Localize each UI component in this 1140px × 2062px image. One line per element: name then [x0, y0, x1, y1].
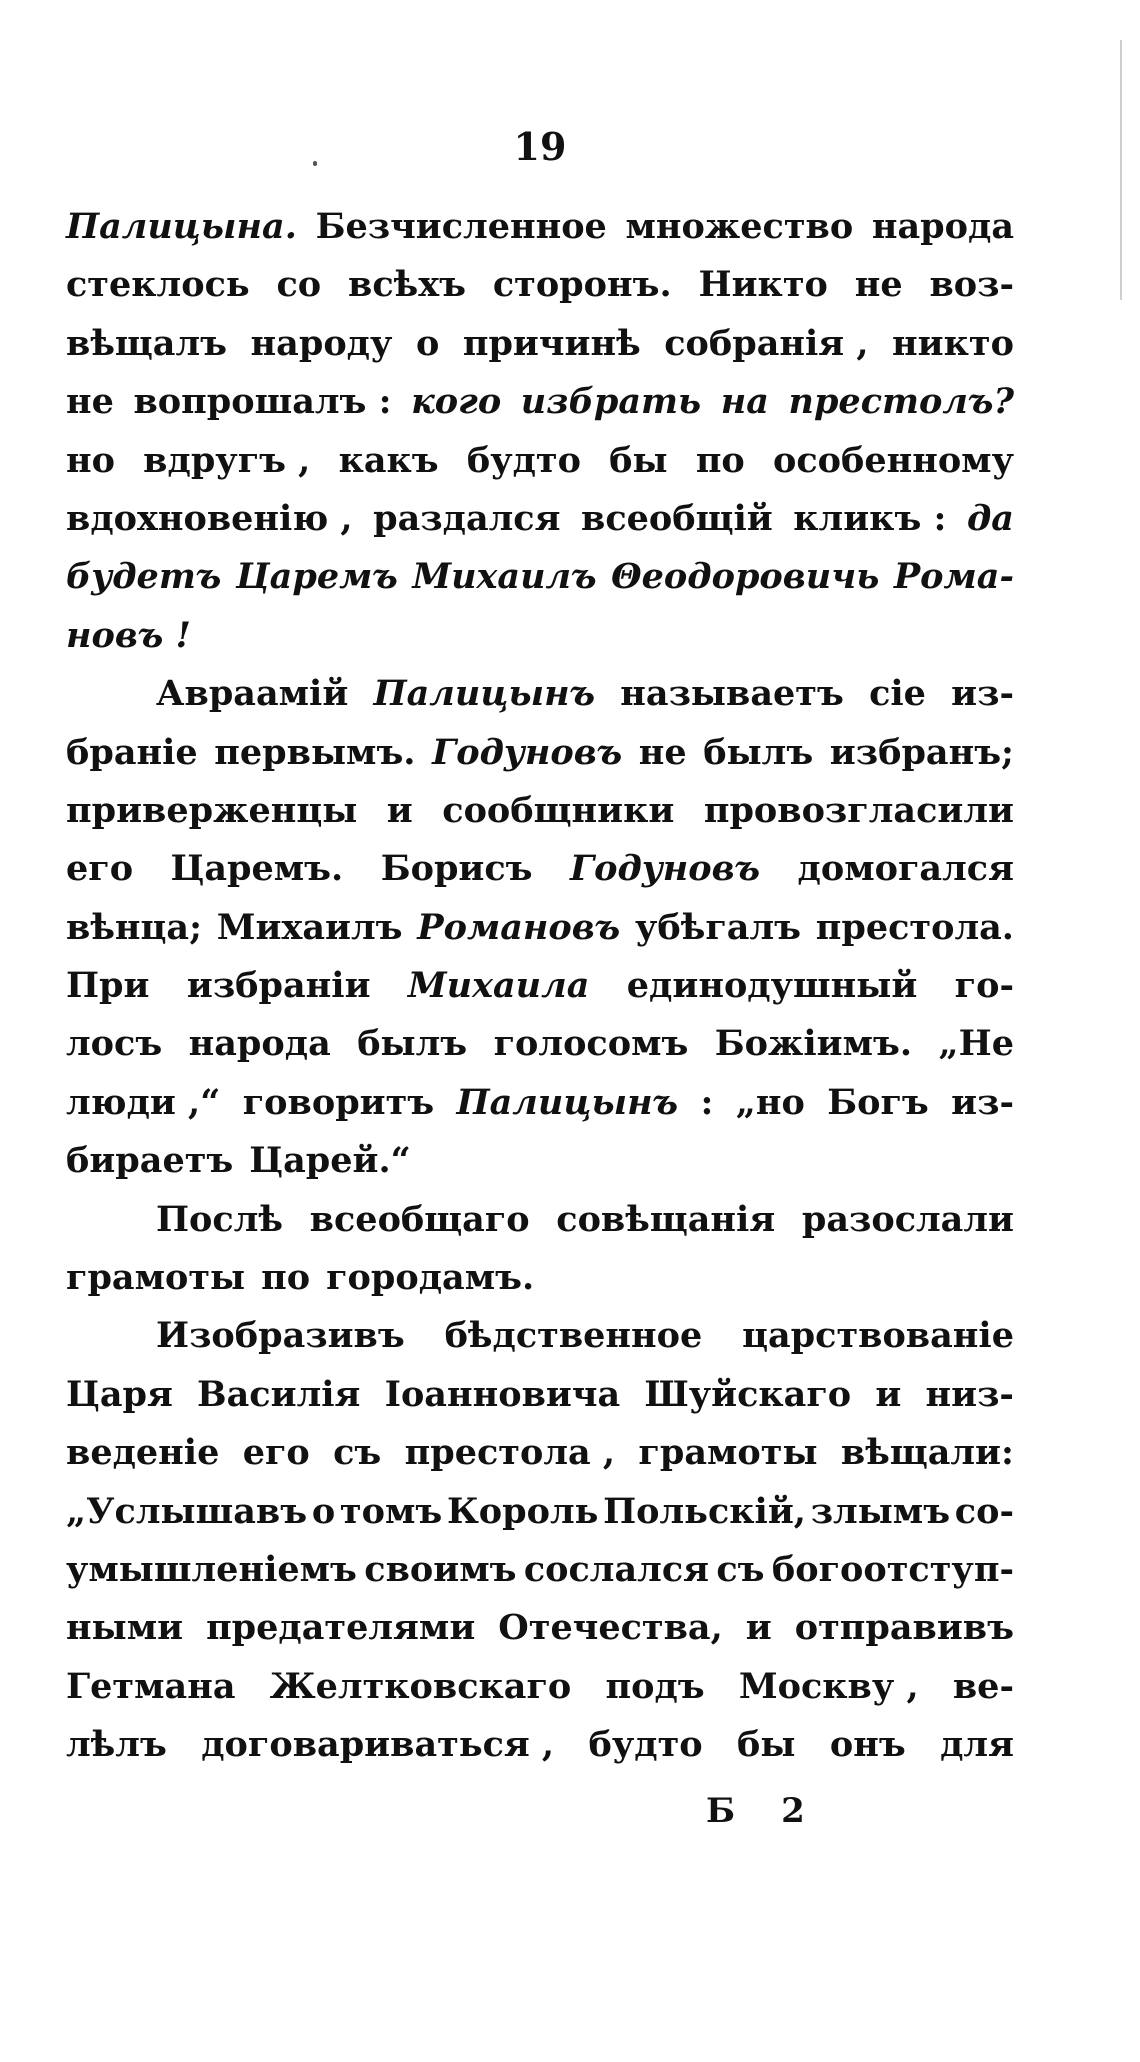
text-line	[66, 1483, 1014, 1541]
word: „Услышавъ	[66, 1490, 308, 1532]
word: Царей.“	[249, 1140, 411, 1182]
word: Царя	[66, 1373, 173, 1415]
word: бы	[609, 439, 668, 481]
word: говоритъ	[242, 1081, 435, 1123]
word: какъ	[338, 439, 439, 481]
word: богоотступ-	[771, 1548, 1014, 1590]
word: со	[276, 264, 322, 306]
word: Божіимъ.	[714, 1023, 913, 1065]
word: сторонъ.	[492, 264, 672, 306]
word: веденіе	[66, 1432, 220, 1474]
word: о	[415, 322, 440, 364]
word: голосомъ	[493, 1023, 689, 1065]
word: убѣгалъ	[634, 906, 801, 948]
word: Михаила	[407, 965, 590, 1007]
word: Годуновъ	[570, 848, 761, 890]
text-line	[66, 1074, 1014, 1132]
word: Θеодоровичь	[611, 556, 880, 598]
word: съ	[333, 1432, 382, 1474]
word: будто	[588, 1724, 703, 1766]
word: своимъ	[364, 1548, 517, 1590]
word: и	[875, 1373, 902, 1415]
word: При	[66, 965, 150, 1007]
text-line	[66, 1599, 1014, 1657]
word: сослался	[523, 1548, 709, 1590]
word: бы	[737, 1724, 796, 1766]
word: Рома-	[893, 556, 1014, 598]
word: сіе	[869, 673, 926, 715]
word: причинѣ	[462, 322, 641, 364]
text-line	[66, 373, 1014, 431]
word: из-	[951, 1081, 1014, 1123]
word: Отечества,	[498, 1607, 723, 1649]
word: особенному	[772, 439, 1014, 481]
word: грамоты	[66, 1257, 246, 1299]
word: кликъ :	[793, 497, 947, 539]
word: „Не	[938, 1023, 1014, 1065]
text-line	[66, 490, 1014, 548]
text-line	[66, 1015, 1014, 1073]
word: ными	[66, 1607, 184, 1649]
word: Царемъ.	[170, 848, 344, 890]
text-line	[66, 1132, 1014, 1190]
text-line	[66, 782, 1014, 840]
text-line	[66, 724, 1014, 782]
printer-signature	[706, 1791, 805, 1831]
word: Палицынъ	[373, 673, 596, 715]
word: Палицына.	[66, 206, 297, 247]
word: народу	[250, 322, 393, 364]
word: о	[311, 1490, 336, 1532]
word: „но	[735, 1081, 805, 1123]
word: приверженцы	[66, 789, 358, 831]
word: Романовъ	[417, 906, 621, 948]
word: грамоты	[638, 1432, 818, 1474]
word: со-	[954, 1490, 1014, 1532]
word: по	[261, 1257, 311, 1299]
word: вдохновенію ,	[66, 497, 353, 539]
word: отправивъ	[794, 1607, 1014, 1649]
word: единодушный	[626, 965, 918, 1007]
word: не	[854, 264, 903, 306]
word: городамъ.	[326, 1257, 535, 1299]
word: ве-	[952, 1665, 1014, 1707]
word: Желтковскаго	[269, 1665, 572, 1707]
word: сообщники	[442, 789, 675, 831]
text-line	[66, 1658, 1014, 1716]
word: бѣдственное	[444, 1315, 703, 1357]
word: раздался	[373, 497, 561, 539]
word: царствованіе	[742, 1315, 1014, 1357]
word: Король	[446, 1490, 599, 1532]
text-line	[66, 607, 1014, 665]
word: былъ	[703, 731, 814, 773]
text-line	[66, 1541, 1014, 1599]
signature-number: 2	[781, 1791, 805, 1831]
word: домогался	[797, 848, 1014, 890]
text-line	[66, 665, 1014, 723]
word: избрать	[520, 381, 702, 423]
word: съ	[716, 1548, 765, 1590]
text-line	[66, 1191, 1014, 1249]
word: подъ	[605, 1665, 705, 1707]
word: бираетъ	[66, 1140, 234, 1182]
word: и	[745, 1607, 772, 1649]
word: никто	[892, 322, 1014, 364]
word: вѣнца;	[66, 906, 203, 948]
word: для	[940, 1724, 1014, 1766]
word: томъ	[339, 1490, 443, 1532]
word: будетъ	[66, 556, 222, 598]
word: будто	[466, 439, 581, 481]
word: :	[700, 1081, 714, 1123]
word: Михаилъ	[216, 906, 403, 948]
word: Василія	[197, 1373, 361, 1415]
word: Царемъ	[235, 556, 398, 598]
word: всеобщаго	[309, 1198, 530, 1240]
word: стеклось	[66, 264, 250, 306]
scan-speck	[313, 161, 317, 166]
word: Годуновъ	[432, 731, 623, 773]
word: собранія ,	[664, 322, 869, 364]
word: первымъ.	[214, 731, 416, 773]
text-line	[66, 548, 1014, 606]
page-number: 19	[513, 124, 567, 169]
word: го-	[954, 965, 1014, 1007]
text-line	[66, 957, 1014, 1015]
word: Палицынъ	[456, 1081, 679, 1123]
word: Москву ,	[738, 1665, 919, 1707]
word: избранъ;	[829, 731, 1014, 773]
word: провозгласили	[703, 789, 1014, 831]
word: воз-	[929, 264, 1014, 306]
word: лѣлъ	[66, 1724, 167, 1766]
text-line	[66, 1366, 1014, 1424]
word: множество	[625, 206, 854, 247]
word: Безчисленное	[315, 206, 607, 247]
word: злымъ	[810, 1490, 951, 1532]
word: Шуйскаго	[644, 1373, 852, 1415]
word: по	[695, 439, 745, 481]
word: из-	[951, 673, 1014, 715]
word: Богъ	[827, 1081, 929, 1123]
word: вдругъ ,	[143, 439, 311, 481]
word: Никто	[698, 264, 828, 306]
word: былъ	[357, 1023, 468, 1065]
word: умышленіемъ	[66, 1548, 357, 1590]
text-line	[66, 198, 1014, 256]
text-line	[66, 1307, 1014, 1365]
text-line	[66, 256, 1014, 314]
word: онъ	[829, 1724, 906, 1766]
text-line	[66, 1716, 1014, 1774]
text-line	[66, 315, 1014, 373]
text-line	[66, 840, 1014, 898]
word: Польскій,	[603, 1490, 806, 1532]
text-line	[66, 1249, 1014, 1307]
word: вѣщали:	[840, 1432, 1014, 1474]
word: Гетмана	[66, 1665, 236, 1707]
body-text	[66, 198, 1014, 1775]
word: новъ !	[66, 614, 191, 656]
word: договариваться ,	[201, 1724, 555, 1766]
word: Изобразивъ	[156, 1315, 405, 1357]
word: лосъ	[66, 1023, 163, 1065]
word: не	[66, 381, 114, 423]
word: всѣхъ	[348, 264, 466, 306]
word: Послѣ	[156, 1198, 283, 1240]
word: престола ,	[404, 1432, 616, 1474]
word: его	[66, 848, 134, 890]
word: народа	[871, 206, 1014, 247]
word: народа	[188, 1023, 331, 1065]
word: вѣщалъ	[66, 322, 228, 364]
word: Іоанновича	[384, 1373, 621, 1415]
word: но	[66, 439, 115, 481]
word: браніе	[66, 731, 198, 773]
word: и	[386, 789, 413, 831]
word: престола.	[815, 906, 1014, 948]
text-line	[66, 432, 1014, 490]
word: называетъ	[620, 673, 844, 715]
word: кого	[411, 381, 502, 423]
scan-edge-line	[1120, 40, 1122, 300]
word: престолъ?	[788, 381, 1014, 423]
word: вопрошалъ :	[133, 381, 392, 423]
text-line	[66, 1424, 1014, 1482]
word: его	[242, 1432, 310, 1474]
word: низ-	[925, 1373, 1014, 1415]
word: Михаилъ	[412, 556, 597, 598]
word: Борисъ	[380, 848, 533, 890]
word: люди ,“	[66, 1081, 221, 1123]
word: предателями	[206, 1607, 476, 1649]
signature-letter: Б	[706, 1791, 736, 1831]
word: на	[720, 381, 769, 423]
text-line	[66, 899, 1014, 957]
word: совѣщанія	[556, 1198, 776, 1240]
word: да	[966, 497, 1014, 539]
word: разослали	[801, 1198, 1014, 1240]
word: не	[638, 731, 687, 773]
word: избраніи	[186, 965, 371, 1007]
word: всеобщій	[581, 497, 773, 539]
word: Авраамій	[156, 673, 349, 715]
